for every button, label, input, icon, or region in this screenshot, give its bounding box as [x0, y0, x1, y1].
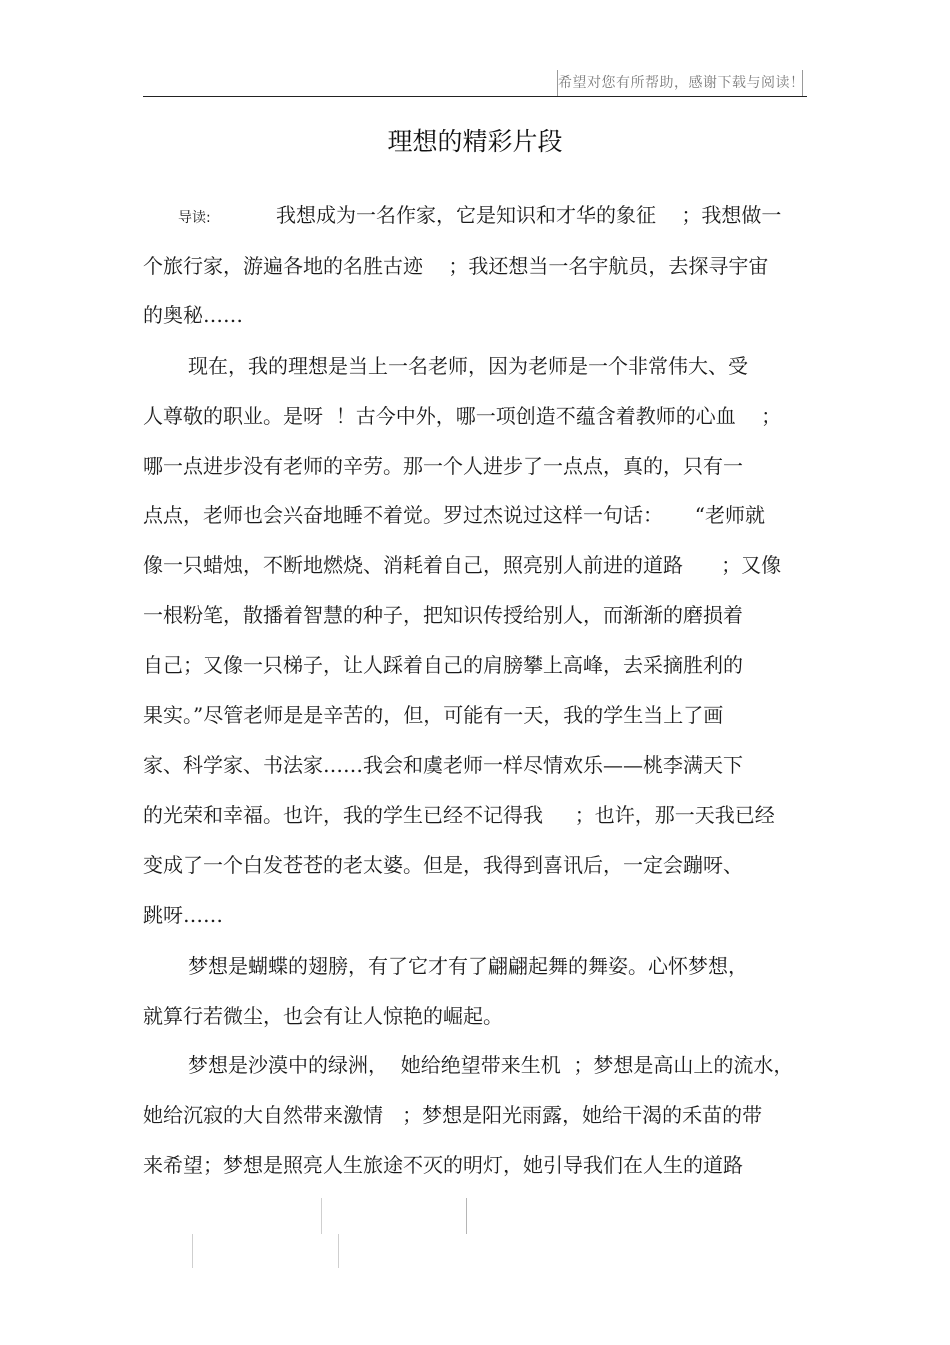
header-banner: 希望对您有所帮助，感谢下载与阅读！ [557, 70, 803, 96]
faint-divider [338, 1234, 339, 1268]
paragraph-line: 梦想是蝴蝶的翅膀，有了它才有了翩翩起舞的舞姿。心怀梦想， [188, 954, 748, 978]
paragraph-line: 来希望；梦想是照亮人生旅途不灭的明灯，她引导我们在人生的道路 [143, 1153, 743, 1177]
paragraph-line: 点点，老师也会兴奋地睡不着觉。罗过杰说过这样一句话： “老师就 [143, 503, 766, 527]
faint-divider [321, 1198, 322, 1234]
paragraph-line: 梦想是沙漠中的绿洲， 她给绝望带来生机 ；梦想是高山上的流水， [188, 1053, 794, 1077]
paragraph-line: 她给沉寂的大自然带来激情 ；梦想是阳光雨露，她给干渴的禾苗的带 [143, 1103, 763, 1127]
paragraph-line: 变成了一个白发苍苍的老太婆。但是，我得到喜讯后，一定会蹦呀、 [143, 853, 743, 877]
paragraph-line: 的奥秘…… [143, 303, 243, 327]
faint-divider [466, 1198, 467, 1234]
paragraph-line: 人尊敬的职业。是呀 ！古今中外，哪一项创造不蕴含着教师的心血 ； [143, 404, 782, 428]
lead-label: 导读: [178, 210, 211, 226]
paragraph-line: 一根粉笔，散播着智慧的种子，把知识传授给别人，而渐渐的磨损着 [143, 603, 743, 627]
paragraph-line: 家、科学家、书法家……我会和虞老师一样尽情欢乐——桃李满天下 [143, 753, 743, 777]
paragraph-line: 现在，我的理想是当上一名老师，因为老师是一个非常伟大、受 [188, 354, 748, 378]
paragraph-line: 个旅行家，游遍各地的名胜古迹 ；我还想当一名宇航员，去探寻宇宙 [143, 254, 769, 278]
paragraph-line: 跳呀…… [143, 903, 223, 927]
header-rule [143, 96, 807, 97]
paragraph-line: 我想成为一名作家，它是知识和才华的象征 ；我想做一 [276, 203, 782, 227]
paragraph-line: 像一只蜡烛，不断地燃烧、消耗着自己，照亮别人前进的道路 ；又像 [143, 553, 782, 577]
paragraph-line: 哪一点进步没有老师的辛劳。那一个人进步了一点点，真的，只有一 [143, 454, 743, 478]
paragraph-line: 果实。”尽管老师是是辛苦的，但，可能有一天，我的学生当上了画 [143, 703, 724, 727]
paragraph-line: 的光荣和幸福。也许，我的学生已经不记得我 ；也许，那一天我已经 [143, 803, 775, 827]
paragraph-line: 就算行若微尘，也会有让人惊艳的崛起。 [143, 1004, 503, 1028]
page-title: 理想的精彩片段 [387, 127, 563, 156]
paragraph-line: 自己；又像一只梯子，让人踩着自己的肩膀攀上高峰，去采摘胜利的 [143, 653, 743, 677]
faint-divider [192, 1234, 193, 1268]
